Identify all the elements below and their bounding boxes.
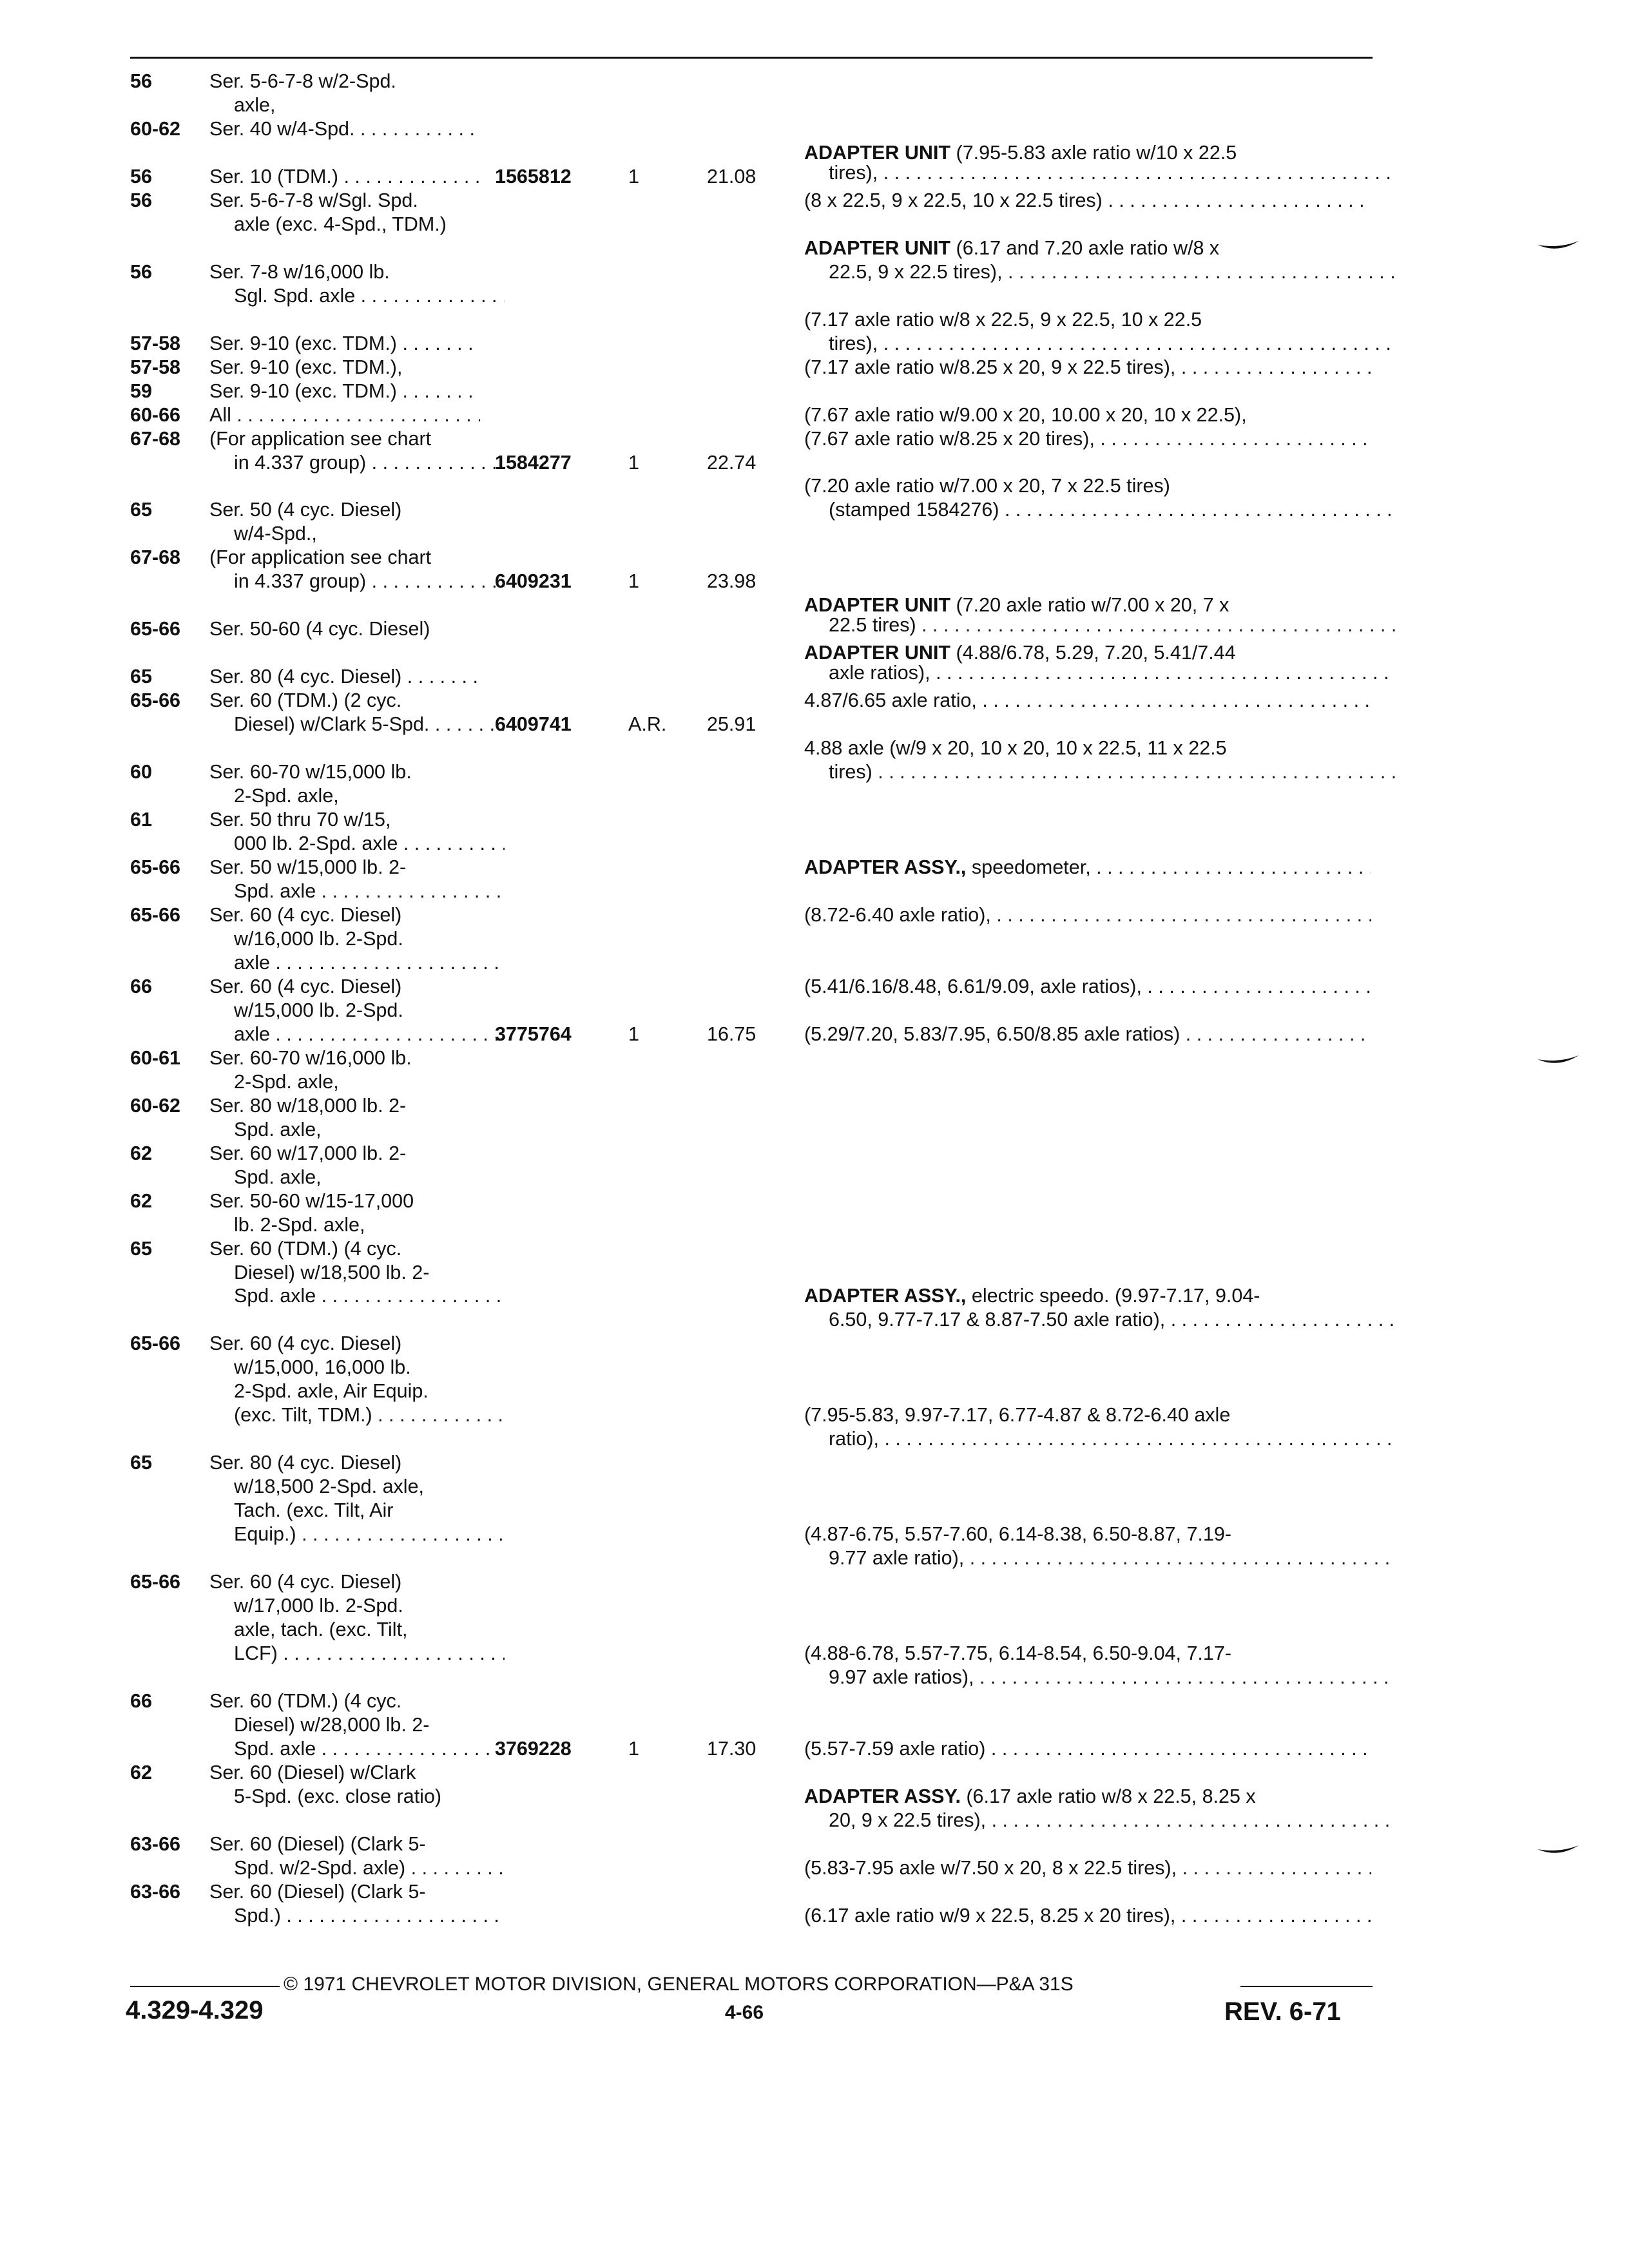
quantity: 1	[628, 570, 639, 593]
table-row	[0, 1713, 1629, 1737]
model-year: 66	[130, 975, 152, 997]
description-text: speedometer,	[966, 856, 1091, 878]
application-text: LCF) . . .	[209, 1641, 505, 1666]
table-row	[0, 664, 1629, 689]
description	[804, 736, 1371, 760]
table-row	[0, 593, 1629, 617]
application-text: Spd. w/2-Spd. axle) . . .	[209, 1856, 505, 1880]
quantity: 1	[628, 451, 639, 474]
table-row	[0, 1236, 1629, 1261]
price: 22.74	[707, 451, 757, 474]
application-text: Ser. 60 (4 cyc. Diesel)	[209, 1571, 402, 1593]
application-text: Ser. 9-10 (exc. TDM.) . . .	[209, 379, 480, 403]
model-year: 56	[130, 189, 152, 211]
application-text: Ser. 60 (Diesel) w/Clark	[209, 1761, 416, 1783]
description-text: (stamped 1584276)	[829, 499, 999, 521]
margin-mark-icon	[1536, 1844, 1580, 1860]
application-text: Ser. 9-10 (exc. TDM.),	[209, 356, 403, 378]
application-text: Ser. 50 thru 70 w/15,	[209, 809, 391, 831]
item-name: ADAPTER UNIT	[804, 236, 951, 259]
application-text: Ser. 60-70 w/16,000 lb.	[209, 1046, 412, 1069]
table-row	[0, 614, 1629, 641]
application-text: Ser. 60 (Diesel) (Clark 5-	[209, 1832, 426, 1855]
application-text: Ser. 7-8 w/16,000 lb.	[209, 260, 390, 283]
table-row	[0, 1641, 1629, 1666]
application-text: Ser. 60-70 w/15,000 lb.	[209, 761, 412, 783]
application-text: Ser. 60 (4 cyc. Diesel)	[209, 1332, 402, 1355]
description-text: (5.83-7.95 axle w/7.50 x 20, 8 x 22.5 tires),	[804, 1856, 1177, 1879]
table-row	[0, 1165, 1629, 1189]
table-row	[0, 1546, 1629, 1570]
table-row	[0, 950, 1629, 975]
description	[804, 1808, 1396, 1832]
quantity: A.R.	[628, 713, 667, 736]
description	[804, 497, 1396, 522]
model-year: 60-66	[130, 403, 181, 426]
application-text: Ser. 60 (TDM.) (4 cyc.	[209, 1689, 402, 1712]
margin-mark-icon	[1536, 1054, 1580, 1070]
description	[804, 260, 1396, 284]
table-row	[0, 307, 1629, 332]
description-text: 6.50, 9.77-7.17 & 8.87-7.50 axle ratio),	[829, 1309, 1166, 1331]
model-year: 65	[130, 1237, 152, 1260]
table-row	[0, 855, 1629, 879]
table-row	[0, 807, 1629, 832]
part-number: 3775764	[495, 1023, 572, 1045]
application-text: (For application see chart	[209, 546, 432, 569]
table-row	[0, 1046, 1629, 1070]
description-text: 4.88 axle (w/9 x 20, 10 x 20, 10 x 22.5, 11 x 22.5	[804, 737, 1227, 760]
application-text: Spd. axle,	[234, 1166, 322, 1188]
table-row	[0, 903, 1629, 927]
table-row	[0, 712, 1629, 736]
application-text: Ser. 10 (TDM.) . . .	[209, 164, 480, 189]
part-number: 3769228	[495, 1737, 572, 1760]
table-row	[0, 1736, 1629, 1761]
description	[804, 188, 1371, 213]
quantity: 1	[628, 1023, 639, 1045]
copyright-line: © 1971 CHEVROLET MOTOR DIVISION, GENERAL MOTORS CORPORATION—P&A 31S	[284, 1974, 1074, 1995]
description-text: (7.67 axle ratio w/8.25 x 20 tires),	[804, 427, 1095, 450]
part-number: 6409231	[495, 570, 572, 593]
item-name: ADAPTER UNIT	[804, 642, 951, 664]
table-row	[0, 879, 1629, 903]
description	[804, 1546, 1396, 1570]
model-year: 60-62	[130, 1094, 181, 1117]
model-year: 65	[130, 666, 152, 688]
application-text: 2-Spd. axle,	[234, 785, 339, 807]
application-text: w/17,000 lb. 2-Spd.	[234, 1595, 403, 1617]
table-row	[0, 379, 1629, 403]
table-row	[0, 161, 1629, 189]
description-text: tires),	[829, 332, 878, 354]
table-row	[0, 427, 1629, 451]
item-name: ADAPTER UNIT	[804, 594, 951, 617]
table-row	[0, 1260, 1629, 1285]
description-text: 20, 9 x 22.5 tires),	[829, 1809, 987, 1831]
table-row	[0, 117, 1629, 141]
table-row	[0, 69, 1629, 93]
description-text: (6.17 and 7.20 axle ratio w/8 x	[950, 236, 1220, 259]
price: 21.08	[707, 165, 757, 187]
table-row	[0, 188, 1629, 213]
application-text: Ser. 60 (TDM.) (4 cyc.	[209, 1237, 402, 1260]
description-text: (6.17 axle ratio w/8 x 22.5, 8.25 x	[960, 1785, 1256, 1807]
model-year: 65	[130, 1452, 152, 1474]
description	[804, 593, 1371, 617]
application-text: Diesel) w/28,000 lb. 2-	[234, 1713, 430, 1736]
table-row	[0, 1903, 1629, 1928]
table-row	[0, 1474, 1629, 1499]
description	[804, 236, 1371, 260]
application-text: axle, tach. (exc. Tilt,	[234, 1619, 408, 1641]
description-text: tires),	[829, 161, 878, 184]
description-text: (7.20 axle ratio w/7.00 x 20, 7 x 22.5 tires)	[804, 475, 1170, 497]
table-row	[0, 1570, 1629, 1594]
table-row	[0, 1784, 1629, 1809]
table-row	[0, 1307, 1629, 1332]
table-row	[0, 212, 1629, 236]
table-row	[0, 783, 1629, 808]
description	[804, 1403, 1371, 1427]
description-text: ratio),	[829, 1428, 879, 1450]
table-row	[0, 831, 1629, 856]
application-text: 000 lb. 2-Spd. axle . . .	[209, 831, 505, 856]
application-text: 2-Spd. axle,	[234, 1070, 339, 1093]
description	[804, 1641, 1371, 1666]
application-text: w/4-Spd.,	[234, 523, 317, 545]
description	[804, 403, 1371, 427]
description-text: electric speedo. (9.97-7.17, 9.04-	[966, 1285, 1260, 1307]
model-year: 60-62	[130, 117, 181, 140]
application-text: Ser. 5-6-7-8 w/Sgl. Spd.	[209, 189, 418, 211]
model-year: 67-68	[130, 546, 181, 569]
description	[804, 903, 1371, 927]
table-row	[0, 1331, 1629, 1356]
application-text: Ser. 60 (4 cyc. Diesel)	[209, 903, 402, 926]
application-text: Diesel) w/18,500 lb. 2-	[234, 1261, 430, 1283]
model-year: 67-68	[130, 427, 181, 450]
price: 17.30	[707, 1737, 757, 1760]
application-text: Diesel) w/Clark 5-Spd. . . .	[209, 712, 505, 736]
description-text: (7.95-5.83 axle ratio w/10 x 22.5	[950, 141, 1237, 164]
application-text: axle . . .	[209, 1022, 505, 1046]
application-text: Ser. 80 (4 cyc. Diesel) . . .	[209, 664, 480, 689]
table-row	[0, 736, 1629, 760]
application-text: Spd. axle . . .	[209, 1736, 505, 1761]
model-year: 56	[130, 260, 152, 283]
description	[804, 855, 1371, 879]
application-text: Ser. 50 w/15,000 lb. 2-	[209, 856, 407, 878]
table-row	[0, 1355, 1629, 1379]
application-text: w/15,000 lb. 2-Spd.	[234, 999, 403, 1021]
model-year: 59	[130, 380, 152, 402]
model-year: 63-66	[130, 1832, 181, 1855]
application-text: Ser. 50-60 w/15-17,000	[209, 1189, 414, 1212]
table-row	[0, 1141, 1629, 1166]
application-text: All . . .	[209, 403, 480, 427]
table-row	[0, 545, 1629, 570]
application-text: Spd.) . . .	[209, 1903, 505, 1928]
application-text: Ser. 5-6-7-8 w/2-Spd.	[209, 70, 396, 92]
top-rule	[130, 57, 1373, 59]
application-text: axle,	[234, 93, 276, 116]
model-year: 65-66	[130, 618, 181, 640]
group-number: 4.329-4.329	[126, 1996, 264, 2024]
description	[804, 974, 1371, 999]
description	[804, 640, 1371, 665]
table-row	[0, 1498, 1629, 1523]
application-text: Ser. 80 w/18,000 lb. 2-	[209, 1094, 407, 1117]
description	[804, 427, 1371, 451]
table-row	[0, 1283, 1629, 1308]
table-row	[0, 1189, 1629, 1213]
table-row	[0, 260, 1629, 284]
table-row	[0, 236, 1629, 260]
model-year: 62	[130, 1142, 152, 1164]
application-text: Ser. 9-10 (exc. TDM.) . . .	[209, 331, 480, 356]
description-text: (7.20 axle ratio w/7.00 x 20, 7 x	[950, 594, 1229, 617]
table-row	[0, 1617, 1629, 1642]
description	[804, 1522, 1371, 1546]
description-text: (5.41/6.16/8.48, 6.61/9.09, axle ratios),	[804, 975, 1142, 997]
table-row	[0, 1665, 1629, 1689]
description-text: (7.17 axle ratio w/8.25 x 20, 9 x 22.5 tires),	[804, 356, 1176, 378]
model-year: 66	[130, 1689, 152, 1712]
description-text: 4.87/6.65 axle ratio,	[804, 689, 977, 712]
application-text: Spd. axle . . .	[209, 1283, 505, 1308]
table-row	[0, 355, 1629, 380]
table-row	[0, 640, 1629, 665]
model-year: 62	[130, 1189, 152, 1212]
description	[804, 760, 1396, 784]
description-text: tires)	[829, 761, 872, 783]
description-text: 22.5, 9 x 22.5 tires),	[829, 260, 1003, 283]
table-row	[0, 927, 1629, 951]
description	[804, 307, 1371, 332]
description-text: (7.17 axle ratio w/8 x 22.5, 9 x 22.5, 10 x 22.5	[804, 308, 1202, 331]
table-row	[0, 688, 1629, 713]
price: 25.91	[707, 713, 757, 736]
description	[804, 1736, 1371, 1761]
description-text: (5.29/7.20, 5.83/7.95, 6.50/8.85 axle ratios)	[804, 1023, 1181, 1045]
application-text: Spd. axle . . .	[209, 879, 505, 903]
table-row	[0, 998, 1629, 1023]
application-text: Ser. 60 w/17,000 lb. 2-	[209, 1142, 407, 1164]
table-row	[0, 569, 1629, 593]
description	[804, 140, 1371, 165]
part-number: 1584277	[495, 451, 572, 474]
table-row	[0, 1117, 1629, 1142]
application-text: in 4.337 group) . . .	[209, 450, 505, 475]
table-row	[0, 521, 1629, 546]
application-text: Ser. 40 w/4-Spd. . . .	[209, 117, 480, 141]
application-text: Equip.) . . .	[209, 1522, 505, 1546]
description-text: (4.88/6.78, 5.29, 7.20, 5.41/7.44	[950, 642, 1236, 664]
description	[804, 1022, 1371, 1046]
model-year: 65-66	[130, 1332, 181, 1355]
description-text: axle ratios),	[829, 662, 930, 684]
revision-label: REV. 6-71	[1224, 1997, 1341, 2026]
margin-mark-icon	[1536, 240, 1580, 255]
model-year: 60-61	[130, 1046, 181, 1069]
table-row	[0, 497, 1629, 522]
table-row	[0, 140, 1629, 165]
description	[804, 1903, 1371, 1928]
application-text: w/18,500 2-Spd. axle,	[234, 1475, 425, 1498]
model-year: 62	[130, 1761, 152, 1783]
table-row	[0, 1760, 1629, 1785]
application-text: Spd. axle,	[234, 1118, 322, 1140]
description	[804, 474, 1371, 498]
application-text: in 4.337 group) . . .	[209, 569, 505, 593]
model-year: 56	[130, 70, 152, 92]
quantity: 1	[628, 165, 639, 187]
application-text: (For application see chart	[209, 427, 432, 450]
application-text: Sgl. Spd. axle . . .	[209, 284, 505, 308]
table-row	[0, 1856, 1629, 1880]
description-text: (4.87-6.75, 5.57-7.60, 6.14-8.38, 6.50-8.87, 7.19-	[804, 1523, 1231, 1546]
table-row	[0, 974, 1629, 999]
application-text: Ser. 60 (4 cyc. Diesel)	[209, 975, 402, 997]
table-row	[0, 1403, 1629, 1427]
model-year: 57-58	[130, 356, 181, 378]
table-row	[0, 474, 1629, 498]
application-text: Ser. 60 (TDM.) (2 cyc.	[209, 689, 402, 712]
item-name: ADAPTER UNIT	[804, 141, 951, 164]
model-year: 60	[130, 761, 152, 783]
item-name: ADAPTER ASSY.,	[804, 1285, 967, 1307]
description-text: (7.67 axle ratio w/9.00 x 20, 10.00 x 20, 10 x 22.5),	[804, 403, 1247, 426]
table-row	[0, 1450, 1629, 1475]
description	[804, 1427, 1396, 1451]
description-text: (4.88-6.78, 5.57-7.75, 6.14-8.54, 6.50-9.04, 7.17-	[804, 1642, 1231, 1665]
application-text: Ser. 50-60 (4 cyc. Diesel)	[209, 618, 430, 640]
model-year: 65-66	[130, 903, 181, 926]
model-year: 65	[130, 499, 152, 521]
application-text: Ser. 60 (Diesel) (Clark 5-	[209, 1880, 426, 1903]
model-year: 57-58	[130, 332, 181, 354]
quantity: 1	[628, 1737, 639, 1760]
table-row	[0, 1379, 1629, 1403]
item-name: ADAPTER ASSY.	[804, 1785, 961, 1807]
application-text: 2-Spd. axle, Air Equip.	[234, 1380, 429, 1403]
part-number: 6409741	[495, 713, 572, 736]
description-text: (8.72-6.40 axle ratio),	[804, 903, 991, 926]
application-text: 5-Spd. (exc. close ratio)	[234, 1785, 442, 1807]
description	[804, 355, 1371, 380]
description-text: (6.17 axle ratio w/9 x 22.5, 8.25 x 20 tires),	[804, 1904, 1176, 1927]
table-row	[0, 450, 1629, 475]
table-row	[0, 1522, 1629, 1546]
model-year: 56	[130, 165, 152, 187]
item-name: ADAPTER ASSY.,	[804, 856, 967, 878]
application-text: w/16,000 lb. 2-Spd.	[234, 927, 403, 950]
table-row	[0, 93, 1629, 117]
description	[804, 331, 1396, 356]
description	[804, 1784, 1371, 1809]
description	[804, 1307, 1396, 1332]
description-text: (7.95-5.83, 9.97-7.17, 6.77-4.87 & 8.72-6.40 axle	[804, 1404, 1231, 1427]
model-year: 65-66	[130, 1571, 181, 1593]
model-year: 65-66	[130, 856, 181, 878]
page-number: 4-66	[725, 2002, 764, 2023]
application-text: (exc. Tilt, TDM.) . . .	[209, 1403, 505, 1427]
table-row	[0, 1808, 1629, 1832]
table-row	[0, 331, 1629, 356]
table-row	[0, 1213, 1629, 1237]
model-year: 63-66	[130, 1880, 181, 1903]
table-row	[0, 1070, 1629, 1094]
model-year: 61	[130, 809, 152, 831]
description-text: 9.77 axle ratio),	[829, 1547, 965, 1570]
description	[804, 1283, 1371, 1308]
part-number: 1565812	[495, 165, 572, 187]
application-text: axle . . .	[209, 950, 505, 975]
table-row	[0, 1832, 1629, 1856]
table-row	[0, 1879, 1629, 1904]
table-row	[0, 1689, 1629, 1713]
description-text: 22.5 tires)	[829, 614, 916, 637]
description	[804, 1856, 1371, 1880]
table-row	[0, 403, 1629, 427]
table-row	[0, 284, 1629, 308]
price: 23.98	[707, 570, 757, 593]
table-row	[0, 1022, 1629, 1046]
description-text: (8 x 22.5, 9 x 22.5, 10 x 22.5 tires)	[804, 189, 1103, 211]
application-text: w/15,000, 16,000 lb.	[234, 1356, 411, 1379]
description	[804, 688, 1371, 713]
table-row	[0, 1427, 1629, 1451]
description	[804, 1665, 1396, 1689]
application-text: lb. 2-Spd. axle,	[234, 1213, 365, 1236]
model-year: 65-66	[130, 689, 181, 712]
footer-rule-left	[130, 1986, 280, 1987]
description-text: 9.97 axle ratios),	[829, 1666, 974, 1688]
table-row	[0, 1593, 1629, 1618]
application-text: Ser. 50 (4 cyc. Diesel)	[209, 499, 402, 521]
application-text: Ser. 80 (4 cyc. Diesel)	[209, 1452, 402, 1474]
table-row	[0, 1093, 1629, 1118]
application-text: axle (exc. 4-Spd., TDM.)	[234, 213, 447, 235]
table-row	[0, 760, 1629, 784]
footer-rule-right	[1240, 1986, 1373, 1987]
price: 16.75	[707, 1023, 757, 1045]
application-text: Tach. (exc. Tilt, Air	[234, 1499, 394, 1522]
description-text: (5.57-7.59 axle ratio)	[804, 1737, 986, 1760]
